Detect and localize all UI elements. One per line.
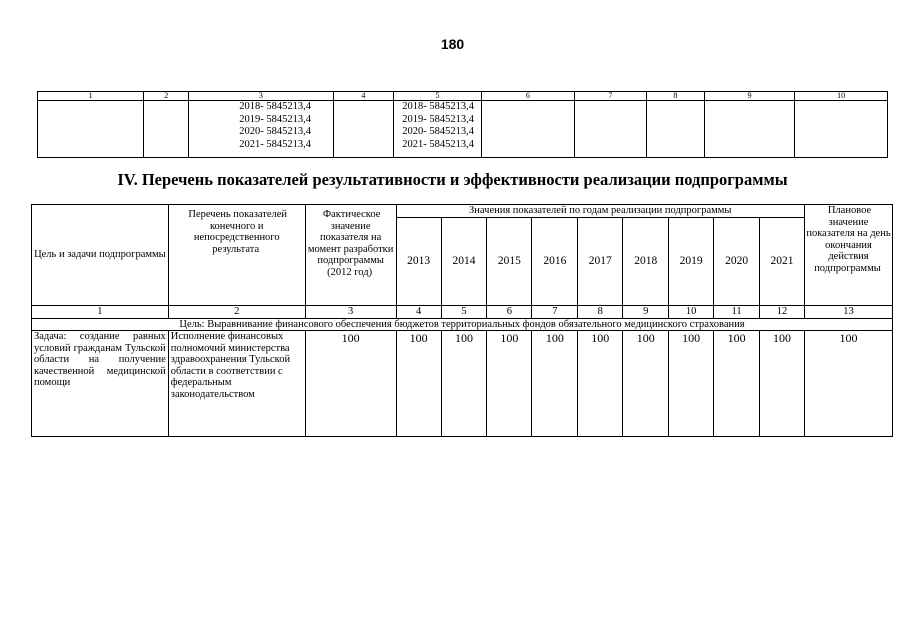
header-cell: 10 (795, 92, 888, 101)
year-header: 2015 (487, 218, 532, 306)
column-number: 1 (32, 306, 169, 319)
column-number: 4 (396, 306, 441, 319)
funding-by-year-cell (189, 101, 333, 158)
header-cell: 2 (144, 92, 189, 101)
year-header: 2018 (623, 218, 669, 306)
funding-value: 2020- 5845213,4 (239, 126, 311, 137)
page-number: 180 (440, 36, 465, 52)
year-value: 100 (441, 331, 487, 437)
funding-value: 2020- 5845213,4 (402, 126, 475, 137)
year-value: 100 (578, 331, 623, 437)
funding-value: 2018- 5845213,4 (402, 101, 475, 112)
column-number: 6 (487, 306, 532, 319)
task-row (32, 331, 893, 437)
goal-row (32, 319, 893, 331)
header-cell: 7 (574, 92, 646, 101)
planned-value: 100 (804, 331, 892, 437)
header-cell: 1 (38, 92, 144, 101)
year-value: 100 (396, 331, 441, 437)
year-value: 100 (760, 331, 805, 437)
table-cell (795, 101, 888, 158)
indicators-table (31, 204, 893, 437)
funding-value: 2019- 5845213,4 (402, 113, 475, 125)
column-number: 3 (305, 306, 396, 319)
year-header: 2017 (578, 218, 623, 306)
funding-value: 2021- 5845213,4 (402, 138, 475, 150)
header-cell: 6 (481, 92, 574, 101)
actual-value: 100 (305, 331, 396, 437)
column-number: 8 (578, 306, 623, 319)
column-number-row (32, 306, 893, 319)
column-number: 9 (623, 306, 669, 319)
year-header: 2016 (532, 218, 578, 306)
header-cell: 8 (646, 92, 704, 101)
column-number: 13 (804, 306, 892, 319)
section-title: IV. Перечень показателей результативности и эффективности реализации подпрограммы (117, 170, 788, 189)
table-cell (38, 101, 144, 158)
funding-value: 2019- 5845213,4 (239, 113, 311, 125)
column-number: 7 (532, 306, 578, 319)
funding-value: 2021- 5845213,4 (239, 138, 311, 150)
column-number: 11 (714, 306, 760, 319)
header-goal-tasks: Цель и задачи подпрограммы (32, 205, 169, 306)
table-cell (646, 101, 704, 158)
header-indicators: Перечень показателей конечного и непосредственного результата (168, 205, 305, 306)
column-number: 5 (441, 306, 487, 319)
header-cell: 3 (189, 92, 333, 101)
year-header: 2021 (760, 218, 805, 306)
header-cell: 4 (333, 92, 394, 101)
funding-by-year-cell (394, 101, 481, 158)
column-number: 2 (168, 306, 305, 319)
column-number: 10 (669, 306, 714, 319)
year-value: 100 (532, 331, 578, 437)
header-actual-value: Фактическое значение показателя на момент разработки подпрограммы (2012 год) (305, 205, 396, 306)
goal-text: Цель: Выравнивание финансового обеспечения бюджетов территориальных фондов обязательного медицинского страхования (32, 319, 893, 331)
continuation-table (37, 91, 888, 158)
year-value: 100 (714, 331, 760, 437)
table-cell (144, 101, 189, 158)
year-value: 100 (669, 331, 714, 437)
table-cell (704, 101, 794, 158)
table-cell (574, 101, 646, 158)
table-cell (333, 101, 394, 158)
task-text: Задача: создание равных условий гражданам Тульской области на получение качественной медицинской помощи (32, 331, 169, 437)
header-cell: 9 (704, 92, 794, 101)
year-value: 100 (623, 331, 669, 437)
header-planned-value: Плановое значение показателя на день окончания действия подпрограммы (804, 205, 892, 306)
year-header: 2019 (669, 218, 714, 306)
continuation-header-row (38, 92, 888, 101)
year-header: 2020 (714, 218, 760, 306)
header-values-by-year: Значения показателей по годам реализации подпрограммы (396, 205, 804, 218)
header-row-group (32, 205, 893, 218)
year-value: 100 (487, 331, 532, 437)
year-header: 2014 (441, 218, 487, 306)
year-header: 2013 (396, 218, 441, 306)
header-cell: 5 (394, 92, 481, 101)
indicator-text: Исполнение финансовых полномочий министерства здравоохранения Тульской области в соответствии с федеральным законодательством (168, 331, 305, 437)
table-cell (481, 101, 574, 158)
funding-value: 2018- 5845213,4 (239, 101, 311, 112)
column-number: 12 (760, 306, 805, 319)
continuation-body-row (38, 101, 888, 158)
